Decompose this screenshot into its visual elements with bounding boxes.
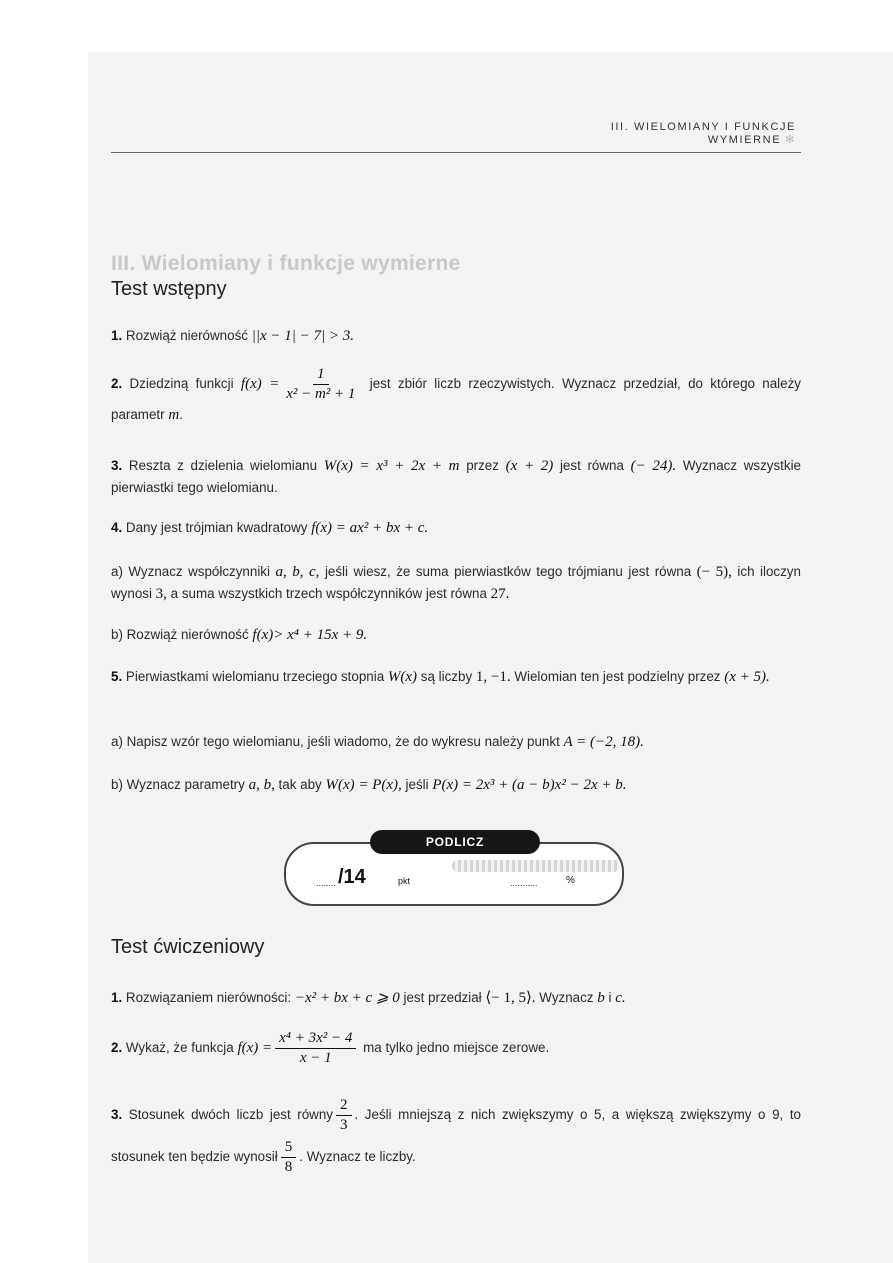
task-text: ma tylko jedno miejsce zerowe. <box>363 1040 550 1056</box>
fraction <box>336 1097 352 1134</box>
math-expression: f(x) = ax² + bx + c. <box>311 520 429 536</box>
math-expression: (x + 5). <box>724 669 770 685</box>
task-5 <box>111 666 801 688</box>
fraction-numerator: 5 <box>281 1139 297 1158</box>
task-5b <box>111 774 801 796</box>
fraction-denominator: 3 <box>340 1116 348 1133</box>
task-text: są liczby <box>420 669 473 684</box>
task-text: i <box>608 990 612 1005</box>
task-number: 4. <box>111 520 123 535</box>
math-expression: m <box>168 407 180 423</box>
task-number: 3. <box>111 1107 123 1122</box>
fraction-numerator: 2 <box>336 1097 352 1116</box>
task-text: Wielomian ten jest podzielny przez <box>514 669 721 684</box>
task-text: jest przedział <box>403 990 482 1005</box>
task-3 <box>111 455 801 499</box>
math-expression: f(x) = <box>237 1040 273 1057</box>
page-background <box>88 52 893 1263</box>
section-title-test-wstepny: Test wstępny <box>111 278 227 300</box>
task-number: 1. <box>111 990 123 1005</box>
task-text: Wyznacz wszystkie pierwiastki tego wielomianu. <box>111 458 801 495</box>
task-text: ich iloczyn wynosi <box>111 564 801 601</box>
task-text: Reszta z dzielenia wielomianu <box>128 458 318 473</box>
score-points-total: /14 <box>338 866 366 888</box>
task-1 <box>111 325 801 347</box>
chapter-title: III. Wielomiany i funkcje wymierne <box>111 252 461 275</box>
math-expression: b <box>597 990 605 1006</box>
task-4a <box>111 561 801 605</box>
score-points-unit: pkt <box>398 876 411 886</box>
task-text: jeśli <box>405 777 429 792</box>
math-expression: ||x − 1| − 7| > 3. <box>251 328 354 344</box>
math-expression: (x + 2) <box>505 458 554 474</box>
score-percent-sign: % <box>566 875 575 886</box>
fraction-numerator: x⁴ + 3x² − 4 <box>275 1030 356 1049</box>
task-2 <box>111 366 801 427</box>
score-percent-blank: ........... <box>510 878 538 888</box>
math-expression: ⟨− 1, 5⟩. <box>485 990 536 1006</box>
fraction <box>282 366 359 403</box>
exercise-3 <box>111 1094 801 1178</box>
task-text: jest zbiór liczb rzeczywistych. Wyznacz przedział, do którego należy parametr <box>111 376 801 422</box>
math-expression: (− 24). <box>630 458 677 474</box>
task-4 <box>111 517 801 539</box>
fraction <box>281 1139 297 1176</box>
math-expression: W(x) = P(x), <box>325 777 402 793</box>
task-text: . Wyznacz te liczby. <box>299 1149 416 1164</box>
math-expression: 3, <box>155 586 167 602</box>
task-text: Wyznacz <box>539 990 594 1005</box>
task-text: Pierwiastkami wielomianu trzeciego stopnia <box>125 669 385 684</box>
fraction <box>275 1030 356 1067</box>
exercise-2 <box>111 1030 801 1067</box>
math-expression: W(x) = x³ + 2x + m <box>323 458 460 474</box>
math-expression: W(x) <box>387 669 418 685</box>
score-points-blank: ........ <box>316 878 337 888</box>
task-text: tak aby <box>278 777 322 792</box>
task-text: przez <box>466 458 499 473</box>
score-decoration <box>452 860 620 872</box>
score-label: PODLICZ <box>370 830 540 854</box>
task-text: b) Rozwiąż nierówność <box>111 627 249 642</box>
fraction-denominator: x − 1 <box>299 1050 332 1066</box>
task-number: 2. <box>111 1040 123 1056</box>
task-number: 3. <box>111 458 123 473</box>
task-text: Rozwiązaniem nierówności: <box>125 990 292 1005</box>
math-expression: a, b, c, <box>275 564 320 580</box>
task-4b <box>111 624 801 646</box>
task-text: a) Wyznacz współczynniki <box>111 564 270 579</box>
task-text: Rozwiąż nierówność <box>125 328 248 343</box>
task-number: 5. <box>111 669 123 684</box>
task-text: Wykaż, że funkcja <box>125 1040 234 1056</box>
math-expression: 27. <box>490 586 510 602</box>
task-text: Dany jest trójmian kwadratowy <box>125 520 308 535</box>
running-head <box>520 121 796 146</box>
task-number: 2. <box>111 376 123 392</box>
score-box <box>284 826 626 908</box>
task-text: . <box>179 407 183 422</box>
math-expression: A = (−2, 18). <box>563 734 644 750</box>
task-text: Stosunek dwóch liczb jest równy <box>128 1107 333 1122</box>
fraction-numerator: 1 <box>313 366 329 385</box>
math-expression: c. <box>615 990 626 1006</box>
math-expression: 1, −1. <box>475 669 511 685</box>
math-expression: a, b, <box>248 777 275 793</box>
math-expression: f(x)> x⁴ + 15x + 9. <box>252 627 368 643</box>
task-text: jeśli wiesz, że suma pierwiastków tego trójmianu jest równa <box>324 564 692 579</box>
fraction-denominator: x² − m² + 1 <box>286 386 356 402</box>
task-text: jest równa <box>559 458 624 473</box>
task-number: 1. <box>111 328 123 343</box>
exercise-1 <box>111 987 801 1009</box>
task-text: . Jeśli mniejszą z nich zwiększymy o 5, a większą zwiększymy o 9, to stosunek ten będzie wynosił <box>111 1107 802 1164</box>
star-icon: ✻ <box>785 134 796 146</box>
task-text: Dziedziną funkcji <box>129 376 234 392</box>
section-title-test-cwiczeniowy: Test ćwiczeniowy <box>111 936 265 958</box>
task-text: b) Wyznacz parametry <box>111 777 245 792</box>
task-5a <box>111 731 801 753</box>
math-expression: −x² + bx + c ⩾ 0 <box>294 990 400 1006</box>
header-rule <box>111 152 801 153</box>
math-expression: f(x) = <box>240 376 280 393</box>
running-head-text: III. WIELOMIANY I FUNKCJE WYMIERNE <box>610 121 796 146</box>
fraction-denominator: 8 <box>284 1158 293 1175</box>
math-expression: P(x) = 2x³ + (a − b)x² − 2x + b. <box>432 777 627 793</box>
task-text: a) Napisz wzór tego wielomianu, jeśli wiadomo, że do wykresu należy punkt <box>111 734 560 749</box>
math-expression: (− 5), <box>696 564 732 580</box>
task-text: a suma wszystkich trzech współczynników jest równa <box>170 586 487 601</box>
